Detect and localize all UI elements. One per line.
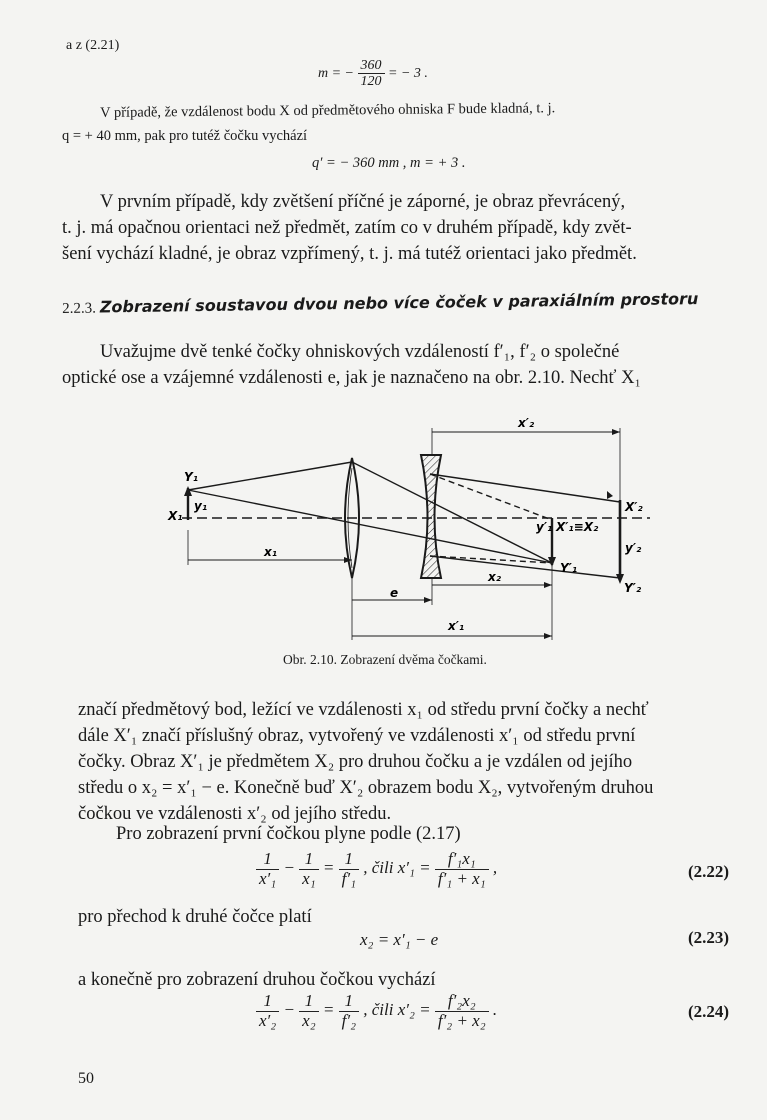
equation-q: q′ = − 360 mm , m = + 3 . (312, 155, 466, 171)
eq22-f4-num: f′₁x₁ (435, 850, 489, 870)
eq24-equals: = (322, 1000, 335, 1020)
eq22-f3-den: f′₁ (341, 868, 356, 888)
ray-3 (430, 474, 620, 502)
section-number: 2.2.3. (62, 300, 97, 317)
eq24-frac-3 (339, 992, 359, 1030)
paragraph-2-line-2: t. j. má opačnou orientaci než předmět, zatím co v druhém případě, kdy zvět- (62, 218, 632, 238)
eq24-minus: − (283, 1000, 295, 1020)
section-heading (62, 289, 698, 318)
eq24-f3-num: 1 (339, 992, 359, 1012)
equation-number-2-24: (2.24) (688, 1002, 730, 1021)
eq24-f2-num: 1 (299, 992, 318, 1012)
eq22-f3-num: 1 (339, 850, 359, 870)
paragraph-2-line-3: šení vychází kladné, je obraz vzpřímený, t. j. má tutéž orientaci jako předmět. (62, 244, 637, 264)
eq22-f1-num: 1 (256, 850, 279, 870)
eq-m1-fraction (358, 58, 385, 90)
eq24-f3-den: f′₂ (341, 1010, 356, 1030)
page-number: 50 (78, 1070, 94, 1087)
figure-two-lens-diagram (0, 400, 767, 690)
eq-m1-rhs: = − 3 . (388, 66, 428, 82)
equation-m-first (318, 58, 428, 90)
eq-m1-numerator: 360 (358, 58, 385, 74)
label-X2-prime: X′₂ (625, 500, 643, 514)
paragraph-2-line-1: V prvním případě, kdy zvětšení příčné je záporné, je obraz převrácený, (100, 192, 626, 212)
eq-m1-lhs: m = − (318, 66, 355, 82)
eq24-f2-den: x₂ (302, 1010, 316, 1030)
paragraph-4-line-2: dále X′₁ značí příslušný obraz, vytvořený ve vzdálenosti x′₁ od středu první (78, 726, 636, 746)
eq22-cili: , čili x′₁ = (363, 858, 431, 878)
eq24-cili: , čili x′₂ = (363, 1000, 431, 1020)
label-y2-prime: y′₂ (625, 541, 642, 555)
paragraph-4-line-3: čočky. Obraz X′₁ je předmětem X₂ pro druhou čočku a je vzdálen od jejího (78, 752, 633, 772)
equation-reference-fragment: a z (2.21) (66, 38, 120, 53)
paragraph-4-line-5: čočkou ve vzdálenosti x′₂ od jejího středu. (78, 804, 392, 824)
eq22-equals: = (322, 858, 335, 878)
ray-2a (188, 462, 352, 490)
equation-number-2-23: (2.23) (688, 928, 730, 947)
ray-virtual-1 (430, 474, 552, 520)
label-x1-prime: x′₁ (448, 619, 465, 633)
label-e: e (390, 586, 399, 600)
eq24-f4-num: f′₂x₂ (435, 992, 489, 1012)
paragraph-4-line-1: značí předmětový bod, ležící ve vzdálenosti x₁ od středu první čočky a nechť (78, 700, 649, 720)
label-X1: X₁ (168, 509, 183, 523)
eq22-tail: , (492, 858, 498, 878)
section-title: Zobrazení soustavou dvou nebo více čoček v paraxiálním prostoru (99, 289, 699, 317)
eq-m1-denominator: 120 (360, 74, 382, 90)
eq24-frac-2 (299, 992, 318, 1030)
eq22-frac-2 (299, 850, 318, 888)
eq22-f4-den: f′₁ + x₁ (437, 868, 486, 888)
eq24-tail: . (492, 1000, 498, 1020)
final-arrow-head (616, 574, 624, 584)
eq22-frac-3 (339, 850, 359, 888)
paragraph-3-line-1: Uvažujme dvě tenké čočky ohniskových vzdáleností f′₁, f′₂ o společné (100, 342, 620, 362)
eq22-frac-1 (256, 850, 279, 888)
eq24-frac-4 (435, 992, 489, 1030)
eq22-minus: − (283, 858, 295, 878)
eq22-f2-num: 1 (299, 850, 318, 870)
ray-1 (188, 490, 552, 563)
label-x2: x₂ (488, 570, 501, 584)
figure-caption: Obr. 2.10. Zobrazení dvěma čočkami. (283, 652, 487, 667)
paragraph-3-line-2: optické ose a vzájemné vzdálenosti e, jak je naznačeno na obr. 2.10. Nechť X₁ (62, 368, 641, 388)
paragraph-5: Pro zobrazení první čočkou plyne podle (2.17) (116, 824, 461, 844)
label-Y1: Y₁ (184, 470, 198, 484)
eq24-f1-num: 1 (256, 992, 279, 1012)
label-X1p-eq-X2: X′₁≡X₂ (556, 520, 599, 534)
eq22-frac-4 (435, 850, 489, 888)
label-y1: y₁ (194, 499, 208, 513)
label-Y1-prime: Y′₁ (560, 561, 578, 575)
eq24-f1-den: x′₂ (259, 1010, 277, 1030)
label-Y2-prime: Y′₂ (624, 581, 642, 595)
paragraph-1-line-1: V případě, že vzdálenost bodu X od předmětového ohniska F bude kladná, t. j. (100, 100, 556, 121)
label-x1: x₁ (264, 545, 277, 559)
eq24-f4-den: f′₂ + x₂ (437, 1010, 486, 1030)
equation-number-2-22: (2.22) (688, 862, 730, 881)
eq22-f1-den: x′₁ (259, 868, 277, 888)
equation-2-24 (256, 992, 497, 1030)
label-y1-prime: y′₁ (536, 520, 553, 534)
label-x2-prime: x′₂ (518, 416, 535, 430)
eq24-frac-1 (256, 992, 279, 1030)
equation-2-23: x₂ = x′₁ − e (360, 930, 439, 949)
equation-2-22 (256, 850, 497, 888)
paragraph-4-line-4: středu o x₂ = x′₁ − e. Konečně buď X′₂ obrazem bodu X₂, vytvořeným druhou (78, 778, 654, 798)
paragraph-1-line-2: q = + 40 mm, pak pro tutéž čočku vychází (62, 128, 308, 144)
paragraph-6: pro přechod k druhé čočce platí (78, 907, 312, 927)
eq22-f2-den: x₁ (302, 868, 316, 888)
paragraph-7: a konečně pro zobrazení druhou čočkou vychází (78, 970, 436, 990)
ray-4 (430, 556, 620, 578)
